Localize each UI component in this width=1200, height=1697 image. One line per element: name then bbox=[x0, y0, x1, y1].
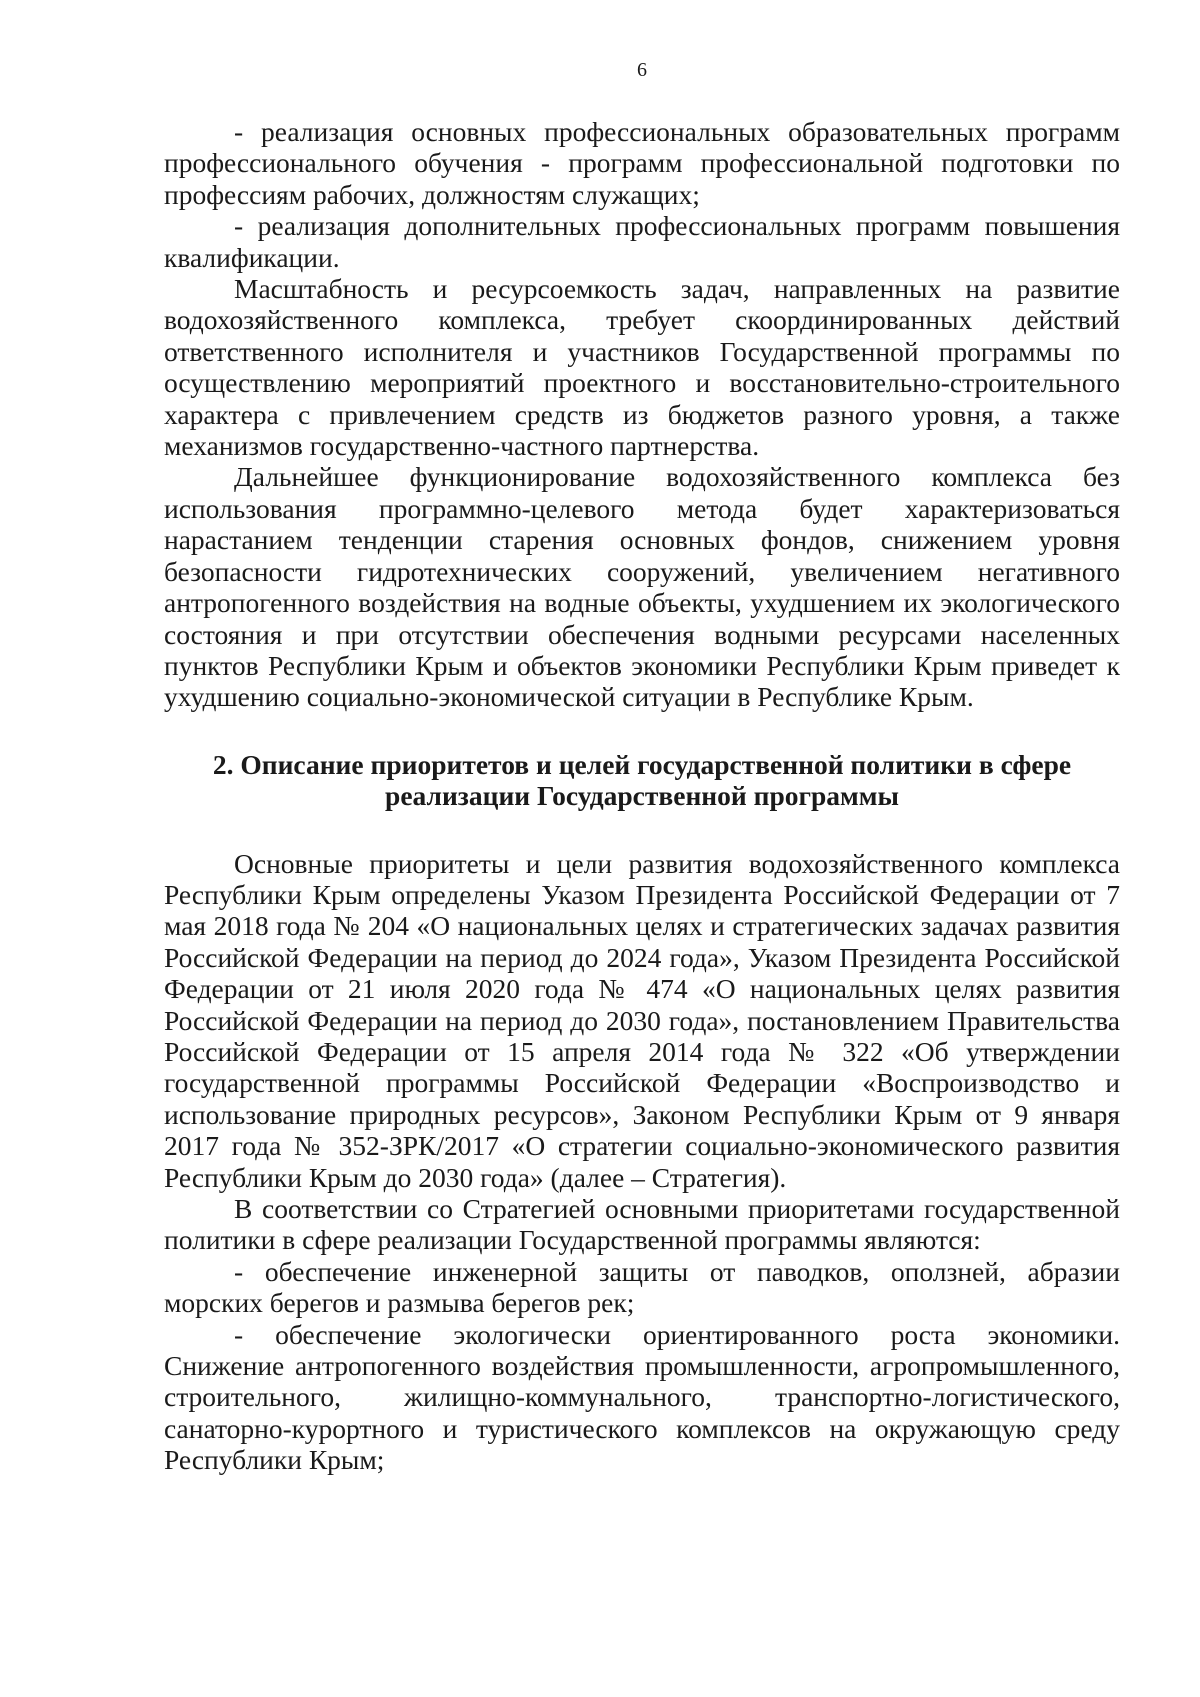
paragraph-professional-training: - реализация основных профессиональных образовательных программ профессионального обучения - программ профессиональной подготовки по профессиям рабочих, должностям служащих; bbox=[164, 116, 1120, 210]
paragraph-further-functioning: Дальнейшее функционирование водохозяйственного комплекса без использования программно-целевого метода будет характеризоваться нарастанием тенденции старения основных фондов, снижением уровня безопасности гидротехнических сооружений, увеличением негативного антропогенного воздействия на водные объекты, ухудшением их экологического состояния и при отсутствии обеспечения водными ресурсами населенных пунктов Республики Крым и объектов экономики Республики Крым приведет к ухудшению социально-экономической ситуации в Республике Крым. bbox=[164, 461, 1120, 713]
section-heading bbox=[164, 749, 1120, 812]
section-heading-line-1: 2. Описание приоритетов и целей государственной политики в сфере bbox=[212, 748, 1072, 780]
document-page bbox=[164, 58, 1120, 1476]
paragraph-priorities-and-goals: Основные приоритеты и цели развития водохозяйственного комплекса Республики Крым определены Указом Президента Российской Федерации от 7 мая 2018 года № 204 «О национальных целях и стратегических задачах развития Российской Федерации на период до 2024 года», Указом Президента Российской Федерации от 21 июля 2020 года № 474 «О национальных целях развития Российской Федерации на период до 2030 года», постановлением Правительства Российской Федерации от 15 апреля 2014 года № 322 «Об утверждении государственной программы Российской Федерации «Воспроизводство и использование природных ресурсов», Законом Республики Крым от 9 января 2017 года № 352-ЗРК/2017 «О стратегии социально-экономического развития Республики Крым до 2030 года» (далее – Стратегия). bbox=[164, 847, 1120, 1193]
page-number: 6 bbox=[637, 59, 647, 81]
paragraph-strategy-priorities: В соответствии со Стратегией основными приоритетами государственной политики в сфере реализации Государственной программы являются: bbox=[164, 1193, 1120, 1256]
section-heading-line-2: реализации Государственной программы bbox=[385, 780, 899, 812]
paragraph-additional-programs: - реализация дополнительных профессиональных программ повышения квалификации. bbox=[164, 210, 1120, 273]
paragraph-ecological-growth: - обеспечение экологически ориентированного роста экономики. Снижение антропогенного воздействия промышленности, агропромышленного, строительного, жилищно-коммунального, транспортно-логистического, санаторно-курортного и туристического комплексов на окружающую среду Республики Крым; bbox=[164, 1318, 1120, 1476]
paragraph-engineering-protection: - обеспечение инженерной защиты от паводков, оползней, абразии морских берегов и размыва берегов рек; bbox=[164, 1255, 1120, 1319]
paragraph-scale-of-tasks: Масштабность и ресурсоемкость задач, направленных на развитие водохозяйственного комплекса, требует скоординированных действий ответственного исполнителя и участников Государственной программы по осуществлению мероприятий проектного и восстановительно-строительного характера с привлечением средств из бюджетов разного уровня, а также механизмов государственно-частного партнерства. bbox=[164, 273, 1120, 462]
